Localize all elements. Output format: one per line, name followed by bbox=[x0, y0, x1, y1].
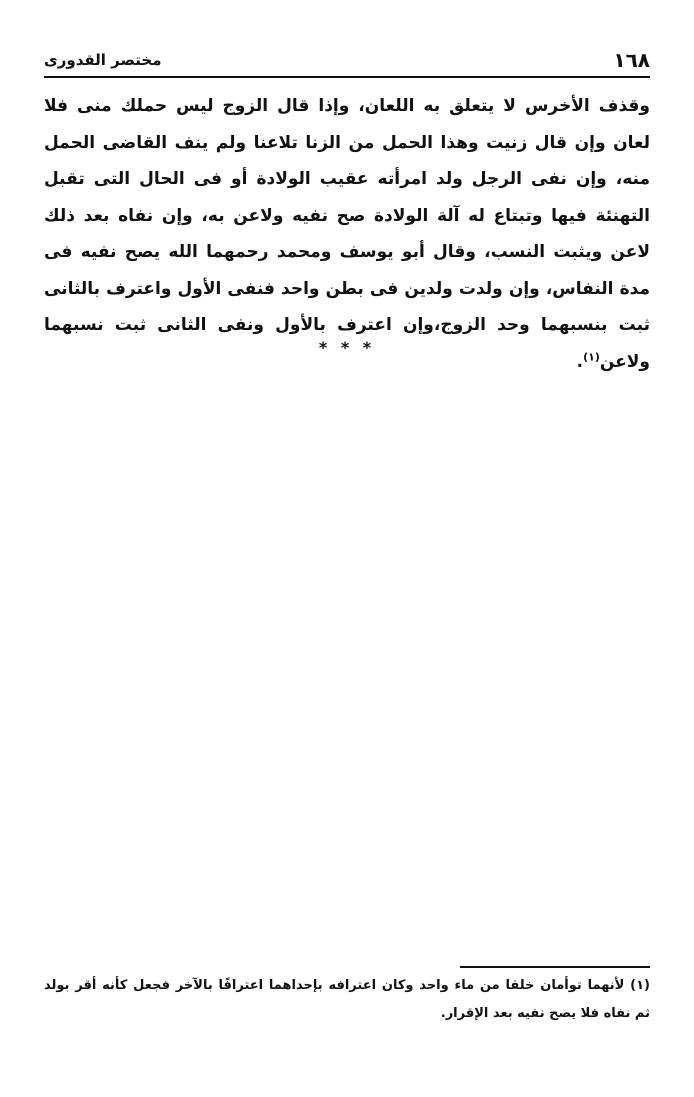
footnote-divider bbox=[460, 966, 650, 968]
book-title: مختصر القدورى bbox=[44, 51, 162, 69]
page-number: ١٦٨ bbox=[613, 48, 650, 72]
footnote-reference: (١) bbox=[583, 349, 600, 363]
page-header bbox=[44, 44, 650, 78]
footnote-text: (١) لأنهما توأمان خلقا من ماء واحد وكان اعترافه بإحداهما اعترافًا بالآخر فجعل كأنه أقر بولد ثم نفاه فلا يصح نفيه بعد الإقرار. bbox=[44, 978, 650, 1021]
section-separator: * * * bbox=[318, 338, 376, 357]
paragraph-ending: . bbox=[576, 351, 584, 372]
paragraph-text: وقذف الأخرس لا يتعلق به اللعان، وإذا قال الزوج ليس حملك منى فلا لعان وإن قال زنيت وهذا الحمل من الزنا تلاعنا ولم ينف القاضى الحمل منه، وإن نفى الرجل ولد امرأته عقيب الولادة أو فى الحال التى تقبل التهنئة فيها وتبتاع له آلة الولادة صح نفيه ولاعن به، وإن نفاه بعد ذلك لاعن ويثبت النسب، وقال أبو يوسف ومحمد رحمهما الله يصح نفيه فى مدة النفاس، وإن ولدت ولدين فى بطن واحد فنفى الأول واعترف بالثانى ثبت بنسبهما وحد الزوج،وإن اعترف بالأول ونفى الثانى ثبت نسبهما ولاعن bbox=[44, 96, 650, 372]
main-paragraph bbox=[44, 88, 650, 380]
